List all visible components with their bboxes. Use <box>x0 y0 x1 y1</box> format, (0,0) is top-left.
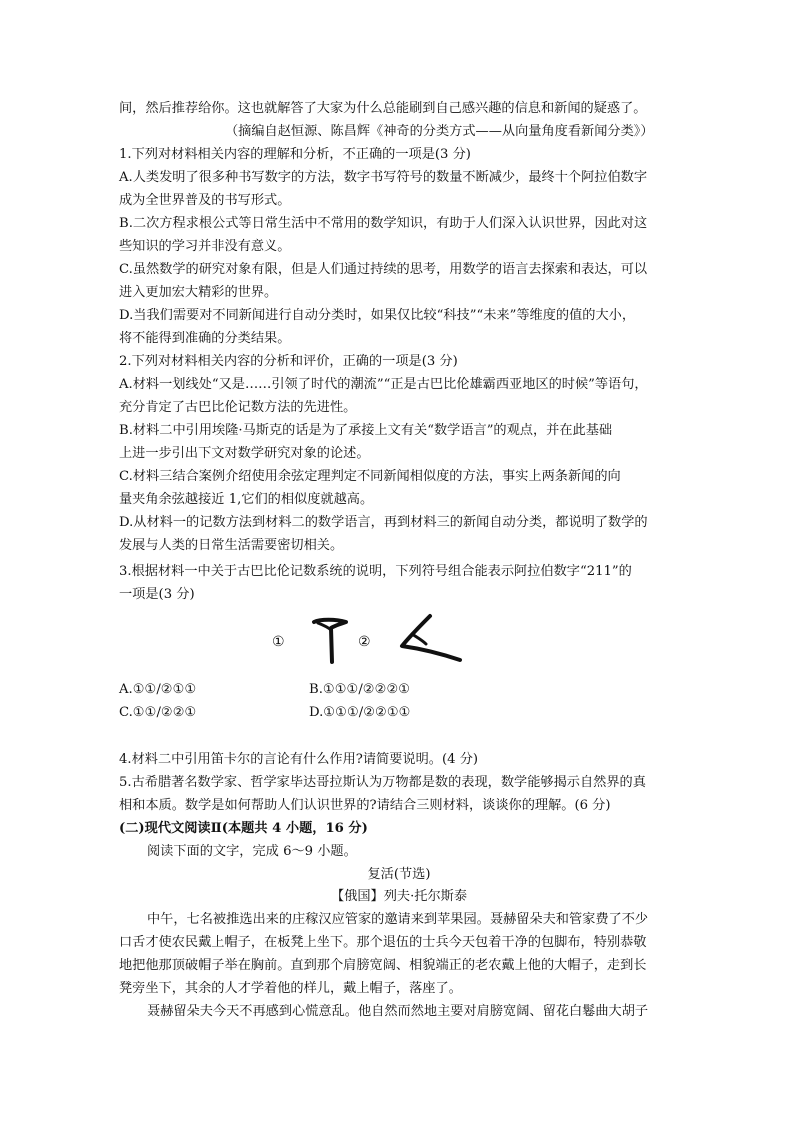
symbol-label-1: ① <box>272 634 285 650</box>
q2-option-b: B.材料二中引用埃隆·马斯克的话是为了承接上文有关“数学语言”的观点，并在此基础 <box>119 423 613 438</box>
question-5-cont: 相和本质。数学是如何帮助人们认识世界的?请结合三则材料，谈谈你的理解。(6 分) <box>119 798 611 813</box>
paragraph-1-line-1: 中午，七名被推选出来的庄稼汉应管家的邀请来到苹果园。聂赫留朵夫和管家费了不少 <box>147 912 649 927</box>
paragraph-1-line-4: 凳旁坐下，其余的人才学着他的样儿，戴上帽子，落座了。 <box>119 981 462 996</box>
q3-option-c: C.①①/②②① <box>119 705 197 720</box>
paragraph-1-line-2: 口舌才使农民戴上帽子，在板凳上坐下。那个退伍的士兵今天包着干净的包脚布，特别恭敬 <box>119 935 647 950</box>
q2-option-c: C.材料三结合案例介绍使用余弦定理判定不同新闻相似度的方法，事实上两条新闻的向 <box>119 469 621 484</box>
q1-option-d: D.当我们需要对不同新闻进行自动分类时，如果仅比较“科技”“未来”等维度的值的大小， <box>119 308 636 323</box>
passage-title: 复活(节选) <box>367 867 431 882</box>
cuneiform-symbols <box>270 610 470 670</box>
question-1: 1.下列对材料相关内容的理解和分析，不正确的一项是(3 分) <box>119 147 471 162</box>
symbol-label-2: ② <box>358 634 371 650</box>
q2-option-c-cont: 量夹角余弦越接近 1,它们的相似度就越高。 <box>119 492 374 507</box>
q2-option-d: D.从材料一的记数方法到材料二的数学语言，再到材料三的新闻自动分类，都说明了数学的 <box>119 515 648 530</box>
cuneiform-ten-symbol <box>396 610 466 666</box>
cuneiform-one-symbol <box>310 614 350 666</box>
text-line: 间，然后推荐给你。这也就解答了大家为什么总能刷到自己感兴趣的信息和新闻的疑惑了。 <box>119 101 647 116</box>
paragraph-2-line-1: 聂赫留朵夫今天不再感到心慌意乱。他自然而然地主要对肩膀宽阔、留花白鬈曲大胡子 <box>147 1004 649 1019</box>
q1-option-c-cont: 进入更加宏大精彩的世界。 <box>119 285 278 300</box>
section-heading: (二)现代文阅读Ⅱ(本题共 4 小题，16 分) <box>119 821 368 836</box>
q2-option-d-cont: 发展与人类的日常生活需要密切相关。 <box>119 538 344 553</box>
q3-option-a: A.①①/②①① <box>119 682 197 697</box>
q2-option-a-cont: 充分肯定了古巴比伦记数方法的先进性。 <box>119 400 357 415</box>
source-citation: （摘编自赵恒源、陈昌辉《神奇的分类方式——从向量角度看新闻分类》） <box>225 124 654 139</box>
q1-option-b-cont: 些知识的学习并非没有意义。 <box>119 239 291 254</box>
question-4: 4.材料二中引用笛卡尔的言论有什么作用?请简要说明。(4 分) <box>119 752 479 767</box>
reading-instruction: 阅读下面的文字，完成 6～9 小题。 <box>147 844 357 859</box>
q3-option-b: B.①①①/②②②① <box>309 682 411 697</box>
q3-option-d: D.①①①/②②①① <box>309 705 411 720</box>
passage-author: 【俄国】列夫·托尔斯泰 <box>330 889 468 904</box>
q1-option-b: B.二次方程求根公式等日常生活中不常用的数学知识，有助于人们深入认识世界，因此对这 <box>119 216 648 231</box>
question-2: 2.下列对材料相关内容的分析和评价，正确的一项是(3 分) <box>119 354 458 369</box>
question-3-cont: 一项是(3 分) <box>119 587 195 602</box>
q1-option-c: C.虽然数学的研究对象有限，但是人们通过持续的思考，用数学的语言去探索和表达，可以 <box>119 262 648 277</box>
q1-option-a: A.人类发明了很多种书写数字的方法，数字书写符号的数量不断减少，最终十个阿拉伯数字 <box>119 170 648 185</box>
q2-option-b-cont: 上进一步引出下文对数学研究对象的论述。 <box>119 446 370 461</box>
q1-option-d-cont: 将不能得到准确的分类结果。 <box>119 331 291 346</box>
q1-option-a-cont: 成为全世界普及的书写形式。 <box>119 193 291 208</box>
paragraph-1-line-3: 地把他那顶破帽子举在胸前。直到那个肩膀宽阔、相貌端正的老农戴上他的大帽子，走到长 <box>119 958 647 973</box>
q2-option-a: A.材料一划线处“又是……引领了时代的潮流”“正是古巴比伦雄霸西亚地区的时候”等语句， <box>119 377 648 392</box>
question-5: 5.古希腊著名数学家、哲学家毕达哥拉斯认为万物都是数的表现，数学能够揭示自然界的真 <box>119 775 646 790</box>
question-3: 3.根据材料一中关于古巴比伦记数系统的说明，下列符号组合能表示阿拉伯数字“211”的 <box>119 564 632 579</box>
